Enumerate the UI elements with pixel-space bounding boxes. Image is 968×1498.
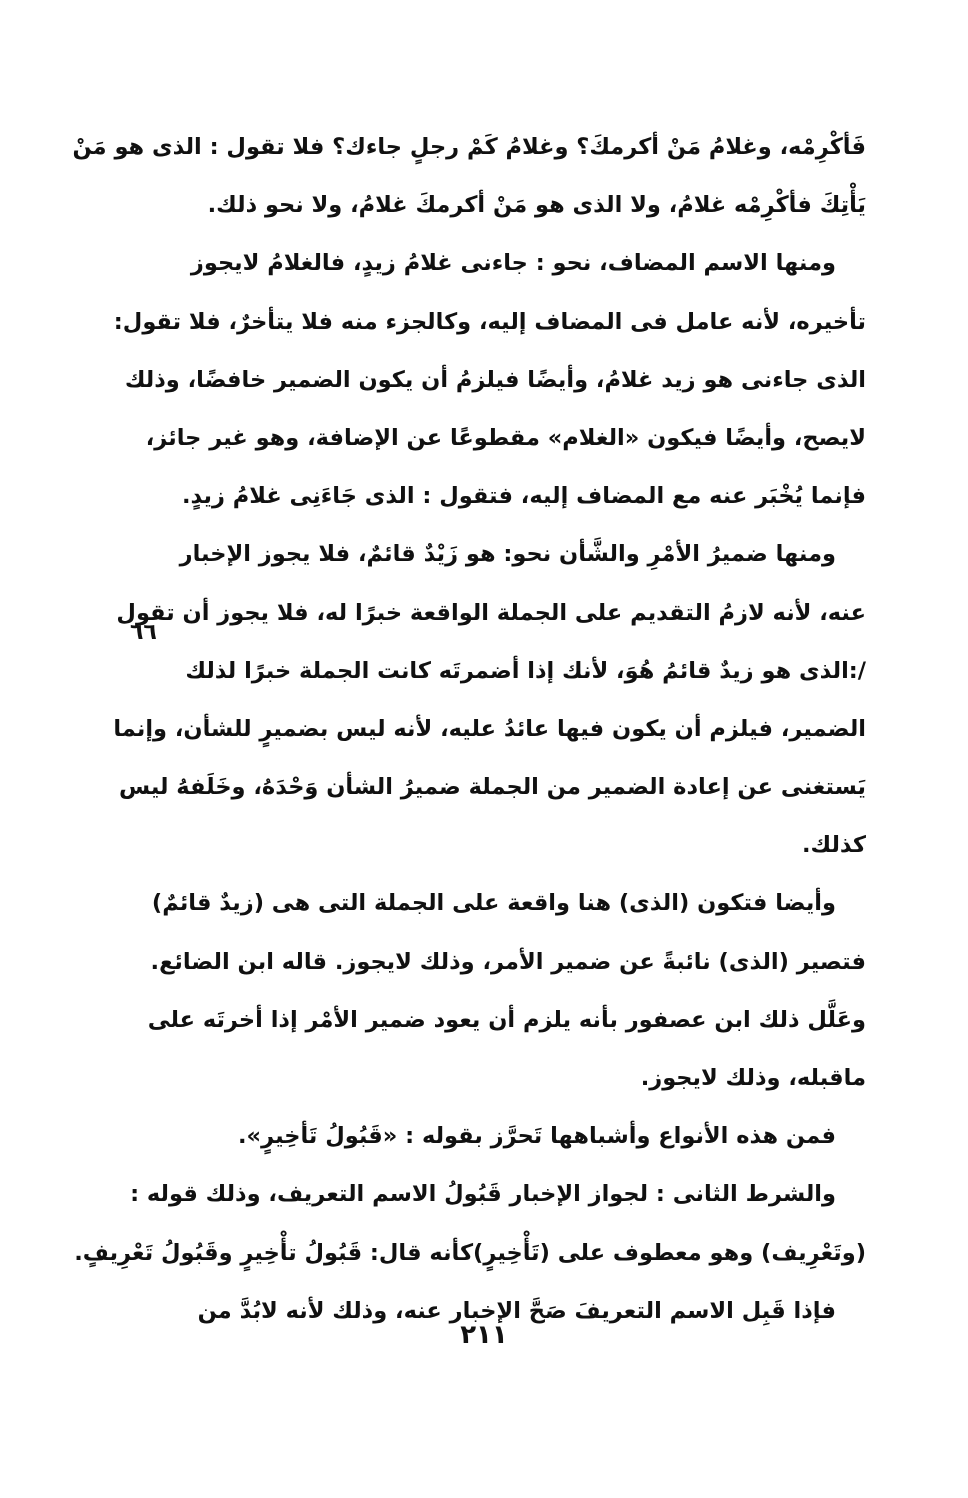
text-line: فَأكْرِمْه، وغلامُ مَنْ أكرمكَ؟ وغلامُ كَمْ رجلٍ جاءك؟ فلا تقول : الذى هو مَنْ: [72, 134, 866, 160]
text-line: يَأْتِكَ فأكْرِمْه غلامُ، ولا الذى هو مَنْ أكرمكَ غلامُ، ولا نحو ذلك.: [207, 192, 866, 219]
text-line: ومنها ضميرُ الأمْرِ والشَّأن نحو: هو زَيْدٌ قائمٌ، فلا يجوز الإخبار: [179, 541, 836, 568]
text-line: كذلك.: [801, 832, 866, 859]
text-line: فمن هذه الأنواع وأشباهها تَحرَّز بقوله : «قَبُولُ تَأخِيرٍ».: [238, 1123, 836, 1150]
text-line: الضمير، فيلزم أن يكون فيها عائدُ عليه، لأنه ليس بضميرٍ للشأن، وإنما: [113, 715, 866, 742]
text-line: وعَلَّل ذلك ابن عصفور بأنه يلزم أن يعود ضمير الأمْر إذا أخرتَه على: [147, 1006, 866, 1033]
text-line: الذى جاءنى هو زيد غلامُ، وأيضًا فيلزمُ أن يكون الضمير خافضًا، وذلك: [124, 366, 866, 393]
text-line: فإذا قَبِل الاسم التعريفَ صَحَّ الإخبار عنه، وذلك لأنه لابُدَّ من: [197, 1297, 836, 1324]
text-line: ومنها الاسم المضاف، نحو : جاءنى غلامُ زيدٍ، فالغلامُ لايجوز: [190, 250, 836, 277]
text-line: عنه، لأنه لازمُ التقديم على الجملة الواقعة خبرًا له، فلا يجوز أن تقول: [116, 599, 866, 626]
text-line: لايصح، وأيضًا فيكون «الغلام» مقطوعًا عن الإضافة، وهو غير جائز،: [145, 424, 866, 451]
text-line: /:الذى هو زيدٌ قائمُ هُوَ، لأنك إذا أضمرتَه كانت الجملة خبرًا لذلك: [185, 657, 866, 684]
text-line: فتصير (الذى) نائبةً عن ضمير الأمر، وذلك لايجوز. قاله ابن الضائع.: [150, 948, 866, 975]
text-line: (وتَعْرِيف) وهو معطوف على (تَأْخِيرٍ)كأنه قال: قَبُولُ تأْخِيرٍ وقَبُولُ تَعْرِيفٍ.: [74, 1239, 866, 1266]
margin-folio-number: ٦٦: [130, 620, 157, 645]
page-number: ٢١١: [460, 1320, 508, 1350]
text-line: وأيضا فتكون (الذى) هنا واقعة على الجملة التى هى (زيدٌ قائمٌ): [151, 890, 836, 917]
text-line: والشرط الثانى : لجواز الإخبار قَبُولُ الاسم التعريف، وذلك قوله :: [130, 1181, 836, 1208]
text-line: تأخيره، لأنه عامل فى المضاف إليه، وكالجزء منه فلا يتأخرٌ، فلا تقول:: [113, 308, 866, 335]
text-line: يَستغنى عن إعادة الضمير من الجملة ضميرُ الشأن وَحْدَهُ، وخَلَفهُ ليس: [119, 774, 866, 801]
text-line: ماقبله، وذلك لايجوز.: [640, 1065, 866, 1091]
text-line: فإنما يُخْبَر عنه مع المضاف إليه، فتقول : الذى جَاءَنِى غلامُ زيدٍ.: [182, 483, 866, 510]
